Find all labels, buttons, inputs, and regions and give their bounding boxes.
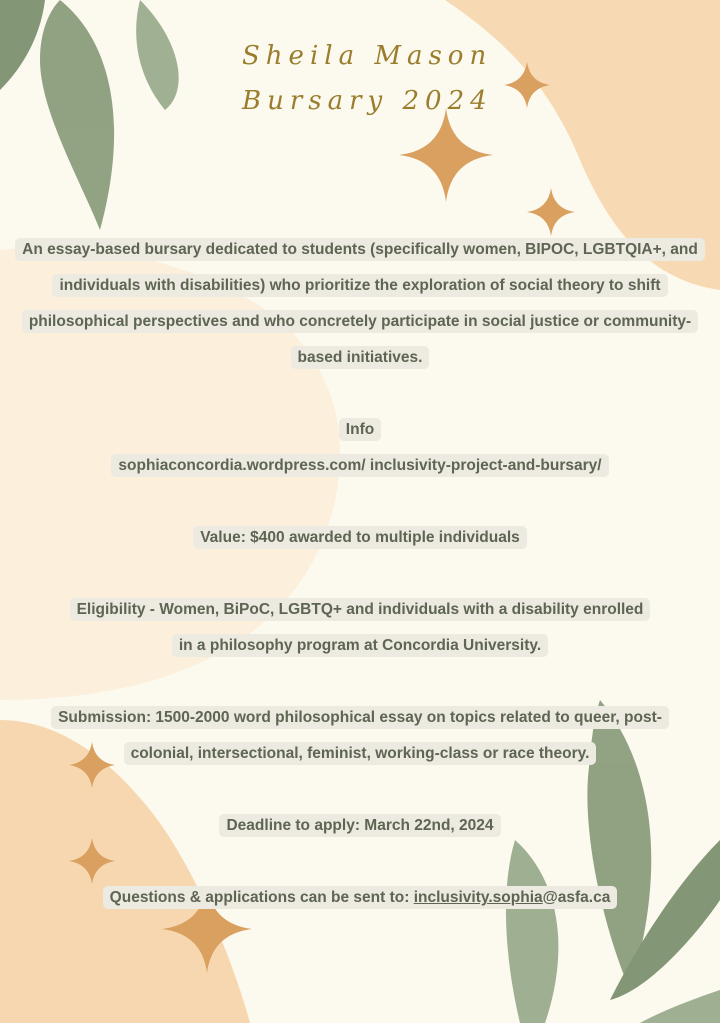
value-block (0, 520, 720, 556)
contact-prefix: Questions & applications can be sent to: (109, 889, 414, 906)
info-url-link[interactable]: sophiaconcordia.wordpress.com/ inclusivity-project-and-bursary/ (111, 454, 608, 477)
email-link[interactable] (414, 889, 543, 906)
info-heading: Info (339, 418, 381, 441)
bursary-details (0, 232, 720, 916)
contact-block (0, 880, 720, 916)
submission-text: Submission: 1500-2000 word philosophical essay on topics related to queer, post-colonial, intersectional, feminist, working-class or race theory. (51, 706, 669, 765)
sparkle-icon (527, 188, 575, 236)
deadline-text: Deadline to apply: March 22nd, 2024 (219, 814, 500, 837)
value-text: Value: $400 awarded to multiple individuals (193, 526, 527, 549)
info-heading-block (0, 412, 720, 448)
eligibility-text: Eligibility - Women, BiPoC, LGBTQ+ and individuals with a disability enrolled in a philosophy program at Concordia University. (70, 598, 651, 657)
deadline-block (0, 808, 720, 844)
eligibility-block (65, 592, 655, 664)
submission-block (30, 700, 690, 772)
email-domain: @asfa.ca (542, 889, 611, 906)
title-line-2: Bursary 2024 (242, 86, 493, 116)
leaves-top-left (0, 0, 179, 230)
info-url-block (0, 448, 720, 484)
email-user: inclusivity.sophia (413, 889, 543, 906)
description-block (15, 232, 705, 376)
description-text: An essay-based bursary dedicated to students (specifically women, BIPOC, LGBTQIA+, and individuals with disabilities) who prioritize the exploration of social theory to shift philosophical perspectives and who concretely participate in social justice or community-based initiatives. (15, 238, 705, 369)
title-line-1: Sheila Mason (242, 41, 493, 71)
bursary-title (242, 34, 493, 124)
contact-line (103, 886, 618, 909)
